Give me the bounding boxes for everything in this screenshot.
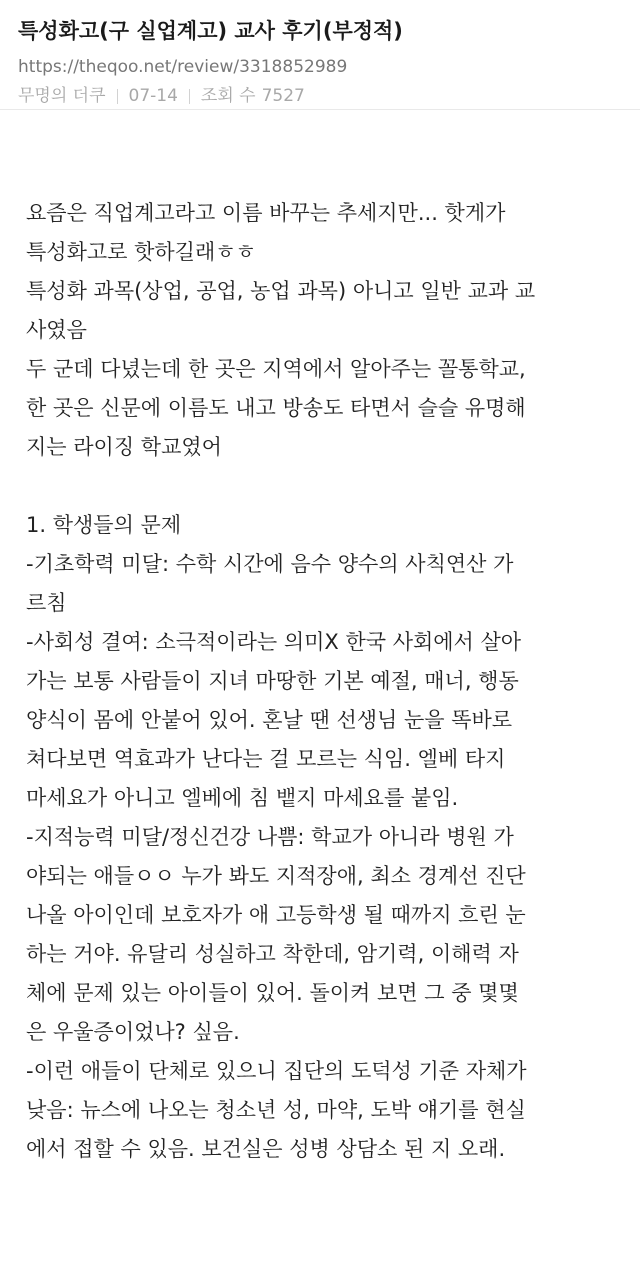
section-heading: 1. 학생들의 문제 [26,513,182,537]
body-line: 하는 거야. 유달리 성실하고 착한데, 암기력, 이해력 자 [26,942,519,966]
post-header [0,0,640,110]
body-line: 쳐다보면 역효과가 난다는 걸 모르는 식임. 엘베 타지 [26,747,506,771]
body-line: 요즘은 직업계고라고 이름 바꾸는 추세지만... 핫게가 [26,201,506,225]
view-count-value: 7527 [261,86,305,106]
author-name[interactable]: 무명의 더쿠 [18,86,106,106]
body-line: 한 곳은 신문에 이름도 내고 방송도 타면서 슬슬 유명해 [26,396,526,420]
body-line: -사회성 결여: 소극적이라는 의미X 한국 사회에서 살아 [26,630,522,654]
post-date: 07-14 [128,86,178,106]
post-title: 특성화고(구 실업계고) 교사 후기(부정적) [18,19,403,43]
body-line: 사였음 [26,318,87,342]
intro-paragraph [26,194,628,467]
body-line: 낮음: 뉴스에 나오는 청소년 성, 마약, 도박 얘기를 현실 [26,1098,526,1122]
body-line: 두 군데 다녔는데 한 곳은 지역에서 알아주는 꼴통학교, [26,357,526,381]
body-line: -지적능력 미달/정신건강 나쁨: 학교가 아니라 병원 가 [26,825,514,849]
body-line: -기초학력 미달: 수학 시간에 음수 양수의 사칙연산 가 [26,552,514,576]
view-count [201,85,305,107]
body-line: 지는 라이징 학교였어 [26,435,222,459]
body-line: -이런 애들이 단체로 있으니 집단의 도덕성 기준 자체가 [26,1059,527,1083]
post-url[interactable]: https://theqoo.net/review/3318852989 [18,57,348,77]
body-line: 르침 [26,591,67,615]
body-line: 나올 아이인데 보호자가 애 고등학생 될 때까지 흐린 눈 [26,903,526,927]
view-count-label: 조회 수 [200,86,256,106]
body-line: 가는 보통 사람들이 지녀 마땅한 기본 예절, 매너, 행동 [26,669,519,693]
body-line: 은 우울증이었나? 싶음. [26,1020,240,1044]
post-body [0,110,640,1169]
post-meta [18,85,622,107]
body-line: 특성화고로 핫하길래ㅎㅎ [26,240,256,264]
body-line: 특성화 과목(상업, 공업, 농업 과목) 아니고 일반 교과 교 [26,279,536,303]
body-line: 야되는 애들ㅇㅇ 누가 봐도 지적장애, 최소 경계선 진단 [26,864,526,888]
meta-divider [117,89,118,104]
meta-divider [189,89,190,104]
body-line: 양식이 몸에 안붙어 있어. 혼날 땐 선생님 눈을 똑바로 [26,708,513,732]
body-line: 마세요가 아니고 엘베에 침 뱉지 마세요를 붙임. [26,786,459,810]
section-student-problems [26,506,628,1169]
body-line: 체에 문제 있는 아이들이 있어. 돌이켜 보면 그 중 몇몇 [26,981,519,1005]
body-line: 에서 접할 수 있음. 보건실은 성병 상담소 된 지 오래. [26,1137,506,1161]
